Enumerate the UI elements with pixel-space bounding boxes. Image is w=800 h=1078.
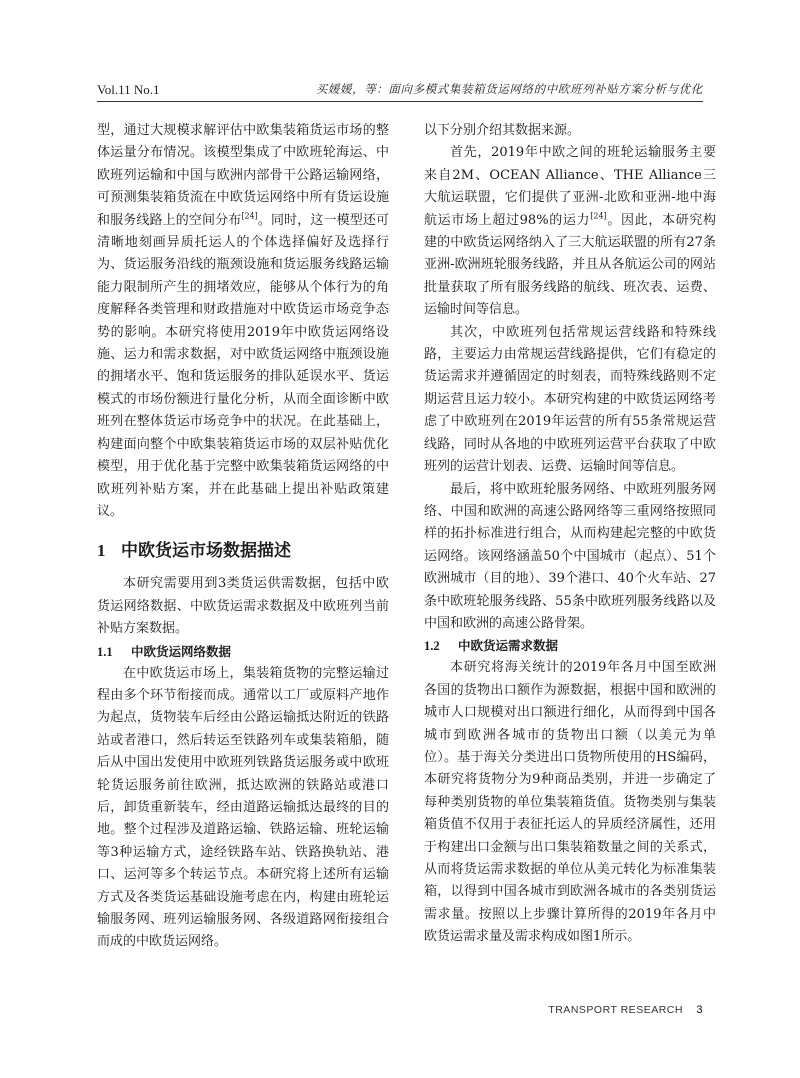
paragraph [97, 120, 389, 523]
section-title: 中欧货运市场数据描述 [121, 541, 291, 562]
header-rule [97, 101, 703, 102]
subsection-number: 1.1 [97, 644, 113, 659]
subsection-heading [424, 635, 716, 657]
paragraph-text: 。同时，这一模型还可清晰地刻画异质托运人的个体选择偏好及选择行为、货运服务沿线的瓶颈设施和货运服务线路运输能力限制所产生的拥堵效应，能够从个体行为的角度解释各类管理和财政措施对中欧货运市场竞争态势的影响。本研究将使用2019年中欧货运网络设施、运力和需求数据，对中欧货运网络中瓶颈设施的拥堵水平、饱和货运服务的排队延误水平、货运模式的市场份额进行量化分析，从而全面诊断中欧班列在整体货运市场竞争中的状况。在此基础上，构建面向整个中欧集装箱货运市场的双层补贴优化模型，用于优化基于完整中欧集装箱货运网络的中欧班列补贴方案，并在此基础上提出补贴政策建议。 [97, 212, 389, 519]
paragraph: 以下分别介绍其数据来源。 [424, 123, 581, 138]
right-column [424, 120, 716, 949]
paragraph-text: 型，通过大规模求解评估中欧集装箱货运市场的整体运量分布情况。该模型集成了中欧班轮海运、中欧班列运输和中国与欧洲内部骨干公路运输网络，可预测集装箱货流在中欧货运网络中所有货运设施和服务线路上的空间分布 [97, 123, 389, 228]
page-footer [548, 1004, 703, 1016]
subsection-title: 中欧货运需求数据 [458, 638, 559, 654]
paragraph-text: 首先，2019年中欧之间的班轮运输服务主要来自2M、OCEAN Alliance、THE Alliance三大航运联盟，它们提供了亚洲-北欧和亚洲-地中海航运市场上超过98%的运力 [424, 145, 716, 228]
running-title: 买媛媛，等：面向多模式集装箱货运网络的中欧班列补贴方案分析与优化 [315, 82, 703, 96]
left-column [97, 120, 389, 954]
subsection-title: 中欧货运网络数据 [131, 643, 232, 659]
paragraph: 其次，中欧班列包括常规运营线路和特殊线路，主要运力由常规运营线路提供，它们有稳定的货运需求并遵循固定的时刻表，而特殊线路则不定期运营且运力较小。本研究构建的中欧货运网络考虑了中欧班列在2019年运营的所有55条常规运营线路，同时从各地的中欧班列运营平台获取了中欧班列的运营计划表、运费、运输时间等信息。 [424, 324, 716, 475]
subsection-heading [97, 641, 389, 663]
page-number: 3 [696, 1004, 703, 1016]
volume-label: Vol.11 No.1 [97, 82, 160, 97]
paragraph: 最后，将中欧班轮服务网络、中欧班列服务网络、中国和欧洲的高速公路网络等三重网络按照同样的拓扑标准进行组合，从而构建起完整的中欧货运网络。该网络涵盖50个中国城市（起点）、51个欧洲城市（目的地）、39个港口、40个火车站、27条中欧班轮服务线路、55条中欧班列服务线路以及中国和欧洲的高速公路骨架。 [424, 481, 716, 631]
paragraph: 在中欧货运市场上，集装箱货物的完整运输过程由多个环节衔接而成。通常以工厂或原料产地作为起点，货物装车后经由公路运输抵达附近的铁路站或者港口，然后转运至铁路列车或集装箱船，随后从中国出发使用中欧班列铁路货运服务或中欧班轮货运服务前往欧洲，抵达欧洲的铁路站或港口后，卸货重新装车，经由道路运输抵达最终的目的地。整个过程涉及道路运输、铁路运输、班轮运输等3种运输方式，途经铁路车站、铁路换轨站、港口、运河等多个转运节点。本研究将上述所有运输方式及各类货运基础设施考虑在内，构建由班轮运输服务网、班列运输服务网、各级道路网衔接组合而成的中欧货运网络。 [97, 665, 389, 950]
paragraph [424, 142, 716, 321]
subsection-number: 1.2 [424, 639, 440, 654]
section-heading [97, 537, 389, 565]
section-number: 1 [97, 541, 106, 561]
citation[interactable]: [24] [241, 211, 258, 221]
paragraph-text: 。因此，本研究构建的中欧货运网络纳入了三大航运联盟的所有27条亚洲-欧洲班轮服务线路，并且从各航运公司的网站批量获取了所有服务线路的航线、班次表、运费、运输时间等信息。 [424, 212, 716, 318]
citation[interactable]: [24] [590, 211, 607, 221]
journal-name: TRANSPORT RESEARCH [548, 1004, 683, 1016]
paragraph: 本研究需要用到3类货运供需数据，包括中欧货运网络数据、中欧货运需求数据及中欧班列当前补贴方案数据。 [97, 576, 389, 637]
paragraph: 本研究将海关统计的2019年各月中国至欧洲各国的货物出口额作为源数据，根据中国和欧洲的城市人口规模对出口额进行细化，从而得到中国各城市到欧洲各城市的货物出口额（以美元为单位）。基于海关分类进出口货物所使用的HS编码，本研究将货物分为9种商品类别，并进一步确定了每种类别货物的单位集装箱货值。货物类别与集装箱货值不仅用于表征托运人的异质经济属性，还用于构建出口金额与出口集装箱数量之间的关系式，从而将货运需求数据的单位从美元转化为标准集装箱，以得到中国各城市到欧洲各城市的各类别货运需求量。按照以上步骤计算所得的2019年各月中欧货运需求量及需求构成如图1所示。 [424, 660, 716, 945]
